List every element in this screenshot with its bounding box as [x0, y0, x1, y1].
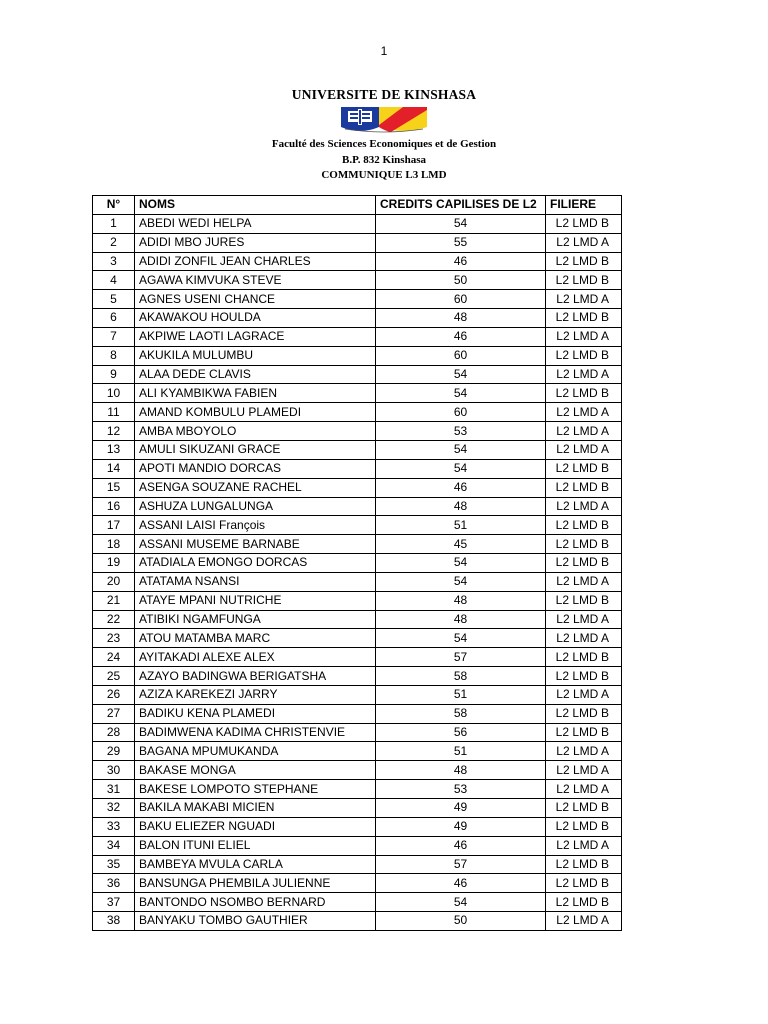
- row-number: 30: [93, 761, 135, 780]
- row-number: 20: [93, 572, 135, 591]
- student-name: BANYAKU TOMBO GAUTHIER: [135, 912, 376, 931]
- credits-value: 60: [376, 403, 546, 422]
- table-row: [93, 516, 622, 535]
- credits-value: 51: [376, 742, 546, 761]
- row-number: 37: [93, 893, 135, 912]
- filiere-value: L2 LMD B: [546, 893, 622, 912]
- student-name: AGAWA KIMVUKA STEVE: [135, 271, 376, 290]
- student-name: ATOU MATAMBA MARC: [135, 629, 376, 648]
- table-header-row: [93, 196, 622, 215]
- credits-value: 49: [376, 817, 546, 836]
- student-name: BANTONDO NSOMBO BERNARD: [135, 893, 376, 912]
- student-name: ATIBIKI NGAMFUNGA: [135, 610, 376, 629]
- student-name: AKAWAKOU HOULDA: [135, 309, 376, 328]
- credits-value: 46: [376, 874, 546, 893]
- filiere-value: L2 LMD A: [546, 836, 622, 855]
- students-table: [92, 195, 622, 931]
- row-number: 29: [93, 742, 135, 761]
- row-number: 5: [93, 290, 135, 309]
- row-number: 10: [93, 384, 135, 403]
- table-row: [93, 403, 622, 422]
- student-name: BANSUNGA PHEMBILA JULIENNE: [135, 874, 376, 893]
- table-row: [93, 271, 622, 290]
- student-name: ASSANI MUSEME BARNABE: [135, 535, 376, 554]
- row-number: 33: [93, 817, 135, 836]
- filiere-value: L2 LMD B: [546, 252, 622, 271]
- filiere-value: L2 LMD A: [546, 629, 622, 648]
- row-number: 23: [93, 629, 135, 648]
- table-row: [93, 535, 622, 554]
- student-name: ATATAMA NSANSI: [135, 572, 376, 591]
- faculty-name: Faculté des Sciences Economiques et de Gestion: [271, 138, 497, 150]
- filiere-value: L2 LMD A: [546, 572, 622, 591]
- table-body: [93, 214, 622, 930]
- filiere-value: L2 LMD A: [546, 440, 622, 459]
- row-number: 13: [93, 440, 135, 459]
- table-row: [93, 290, 622, 309]
- credits-value: 54: [376, 893, 546, 912]
- table-row: [93, 667, 622, 686]
- row-number: 17: [93, 516, 135, 535]
- credits-value: 46: [376, 252, 546, 271]
- credits-value: 58: [376, 704, 546, 723]
- student-name: BAKASE MONGA: [135, 761, 376, 780]
- table-row: [93, 346, 622, 365]
- table-row: [93, 252, 622, 271]
- credits-value: 46: [376, 327, 546, 346]
- credits-value: 54: [376, 365, 546, 384]
- row-number: 8: [93, 346, 135, 365]
- student-name: BAKILA MAKABI MICIEN: [135, 799, 376, 818]
- table-row: [93, 855, 622, 874]
- row-number: 36: [93, 874, 135, 893]
- document-header: [0, 87, 768, 184]
- row-number: 19: [93, 554, 135, 573]
- student-name: AMBA MBOYOLO: [135, 422, 376, 441]
- student-name: ABEDI WEDI HELPA: [135, 214, 376, 233]
- credits-value: 54: [376, 459, 546, 478]
- row-number: 6: [93, 309, 135, 328]
- table-row: [93, 723, 622, 742]
- student-name: AYITAKADI ALEXE ALEX: [135, 648, 376, 667]
- credits-value: 48: [376, 761, 546, 780]
- row-number: 1: [93, 214, 135, 233]
- table-row: [93, 422, 622, 441]
- credits-value: 48: [376, 497, 546, 516]
- filiere-value: L2 LMD B: [546, 874, 622, 893]
- student-name: ALI KYAMBIKWA FABIEN: [135, 384, 376, 403]
- student-name: ASHUZA LUNGALUNGA: [135, 497, 376, 516]
- row-number: 14: [93, 459, 135, 478]
- filiere-value: L2 LMD A: [546, 233, 622, 252]
- row-number: 25: [93, 667, 135, 686]
- communique-title: COMMUNIQUE L3 LMD: [321, 169, 447, 181]
- postal-address: B.P. 832 Kinshasa: [342, 153, 426, 166]
- row-number: 18: [93, 535, 135, 554]
- filiere-value: L2 LMD B: [546, 478, 622, 497]
- student-name: AZAYO BADINGWA BERIGATSHA: [135, 667, 376, 686]
- credits-value: 56: [376, 723, 546, 742]
- table-row: [93, 780, 622, 799]
- credits-value: 60: [376, 346, 546, 365]
- filiere-value: L2 LMD A: [546, 742, 622, 761]
- table-row: [93, 912, 622, 931]
- credits-value: 46: [376, 478, 546, 497]
- row-number: 4: [93, 271, 135, 290]
- filiere-value: L2 LMD A: [546, 327, 622, 346]
- filiere-value: L2 LMD B: [546, 271, 622, 290]
- filiere-value: L2 LMD A: [546, 365, 622, 384]
- credits-value: 54: [376, 572, 546, 591]
- table-row: [93, 233, 622, 252]
- header-credits: CREDITS CAPILISES DE L2: [376, 196, 546, 215]
- student-name: BALON ITUNI ELIEL: [135, 836, 376, 855]
- table-row: [93, 742, 622, 761]
- table-row: [93, 893, 622, 912]
- credits-value: 50: [376, 271, 546, 290]
- filiere-value: L2 LMD B: [546, 516, 622, 535]
- filiere-value: L2 LMD A: [546, 497, 622, 516]
- filiere-value: L2 LMD B: [546, 855, 622, 874]
- student-name: AKPIWE LAOTI LAGRACE: [135, 327, 376, 346]
- student-name: BAMBEYA MVULA CARLA: [135, 855, 376, 874]
- student-name: AZIZA KAREKEZI JARRY: [135, 685, 376, 704]
- university-title: UNIVERSITE DE KINSHASA: [291, 87, 477, 102]
- table-row: [93, 384, 622, 403]
- row-number: 22: [93, 610, 135, 629]
- credits-value: 54: [376, 214, 546, 233]
- row-number: 2: [93, 233, 135, 252]
- table-row: [93, 554, 622, 573]
- filiere-value: L2 LMD A: [546, 610, 622, 629]
- filiere-value: L2 LMD A: [546, 290, 622, 309]
- table-row: [93, 440, 622, 459]
- student-name: ATADIALA EMONGO DORCAS: [135, 554, 376, 573]
- row-number: 12: [93, 422, 135, 441]
- table-row: [93, 572, 622, 591]
- credits-value: 55: [376, 233, 546, 252]
- credits-value: 54: [376, 440, 546, 459]
- student-name: ADIDI MBO JURES: [135, 233, 376, 252]
- table-row: [93, 648, 622, 667]
- student-name: AKUKILA MULUMBU: [135, 346, 376, 365]
- credits-value: 45: [376, 535, 546, 554]
- credits-value: 54: [376, 629, 546, 648]
- credits-value: 51: [376, 685, 546, 704]
- student-name: BAKESE LOMPOTO STEPHANE: [135, 780, 376, 799]
- filiere-value: L2 LMD B: [546, 459, 622, 478]
- filiere-value: L2 LMD B: [546, 535, 622, 554]
- row-number: 27: [93, 704, 135, 723]
- filiere-value: L2 LMD B: [546, 384, 622, 403]
- student-name: ATAYE MPANI NUTRICHE: [135, 591, 376, 610]
- student-name: AMAND KOMBULU PLAMEDI: [135, 403, 376, 422]
- credits-value: 57: [376, 648, 546, 667]
- row-number: 15: [93, 478, 135, 497]
- student-name: BAGANA MPUMUKANDA: [135, 742, 376, 761]
- student-name: ASENGA SOUZANE RACHEL: [135, 478, 376, 497]
- filiere-value: L2 LMD B: [546, 591, 622, 610]
- row-number: 9: [93, 365, 135, 384]
- filiere-value: L2 LMD B: [546, 648, 622, 667]
- student-name: BAKU ELIEZER NGUADI: [135, 817, 376, 836]
- student-name: BADIKU KENA PLAMEDI: [135, 704, 376, 723]
- table-row: [93, 365, 622, 384]
- row-number: 3: [93, 252, 135, 271]
- row-number: 24: [93, 648, 135, 667]
- credits-value: 48: [376, 610, 546, 629]
- filiere-value: L2 LMD A: [546, 403, 622, 422]
- table-row: [93, 629, 622, 648]
- credits-value: 49: [376, 799, 546, 818]
- filiere-value: L2 LMD B: [546, 817, 622, 836]
- table-row: [93, 591, 622, 610]
- filiere-value: L2 LMD B: [546, 799, 622, 818]
- table-row: [93, 817, 622, 836]
- credits-value: 51: [376, 516, 546, 535]
- credits-value: 57: [376, 855, 546, 874]
- row-number: 38: [93, 912, 135, 931]
- row-number: 28: [93, 723, 135, 742]
- row-number: 16: [93, 497, 135, 516]
- credits-value: 58: [376, 667, 546, 686]
- table-row: [93, 478, 622, 497]
- credits-value: 54: [376, 554, 546, 573]
- filiere-value: L2 LMD A: [546, 912, 622, 931]
- row-number: 21: [93, 591, 135, 610]
- page-number: 1: [380, 44, 388, 58]
- header-filiere: FILIERE: [546, 196, 622, 215]
- filiere-value: L2 LMD A: [546, 780, 622, 799]
- table-row: [93, 761, 622, 780]
- filiere-value: L2 LMD A: [546, 422, 622, 441]
- filiere-value: L2 LMD B: [546, 346, 622, 365]
- table-row: [93, 704, 622, 723]
- table-row: [93, 874, 622, 893]
- student-name: AMULI SIKUZANI GRACE: [135, 440, 376, 459]
- row-number: 7: [93, 327, 135, 346]
- credits-value: 53: [376, 422, 546, 441]
- filiere-value: L2 LMD B: [546, 667, 622, 686]
- filiere-value: L2 LMD B: [546, 214, 622, 233]
- row-number: 31: [93, 780, 135, 799]
- filiere-value: L2 LMD A: [546, 685, 622, 704]
- filiere-value: L2 LMD B: [546, 309, 622, 328]
- row-number: 35: [93, 855, 135, 874]
- student-name: BADIMWENA KADIMA CHRISTENVIE: [135, 723, 376, 742]
- row-number: 32: [93, 799, 135, 818]
- filiere-value: L2 LMD B: [546, 554, 622, 573]
- table-row: [93, 309, 622, 328]
- header-noms: NOMS: [135, 196, 376, 215]
- row-number: 26: [93, 685, 135, 704]
- table-row: [93, 799, 622, 818]
- credits-value: 48: [376, 309, 546, 328]
- row-number: 11: [93, 403, 135, 422]
- student-name: ALAA DEDE CLAVIS: [135, 365, 376, 384]
- credits-value: 50: [376, 912, 546, 931]
- table-row: [93, 497, 622, 516]
- credits-value: 54: [376, 384, 546, 403]
- row-number: 34: [93, 836, 135, 855]
- table-row: [93, 610, 622, 629]
- student-name: APOTI MANDIO DORCAS: [135, 459, 376, 478]
- filiere-value: L2 LMD A: [546, 761, 622, 780]
- credits-value: 48: [376, 591, 546, 610]
- table-row: [93, 459, 622, 478]
- student-name: ASSANI LAISI François: [135, 516, 376, 535]
- table-row: [93, 836, 622, 855]
- filiere-value: L2 LMD B: [546, 704, 622, 723]
- filiere-value: L2 LMD B: [546, 723, 622, 742]
- credits-value: 53: [376, 780, 546, 799]
- table-row: [93, 214, 622, 233]
- student-name: ADIDI ZONFIL JEAN CHARLES: [135, 252, 376, 271]
- header-num: N°: [93, 196, 135, 215]
- student-name: AGNES USENI CHANCE: [135, 290, 376, 309]
- credits-value: 46: [376, 836, 546, 855]
- university-crest-icon: [339, 105, 429, 135]
- table-row: [93, 327, 622, 346]
- credits-value: 60: [376, 290, 546, 309]
- table-row: [93, 685, 622, 704]
